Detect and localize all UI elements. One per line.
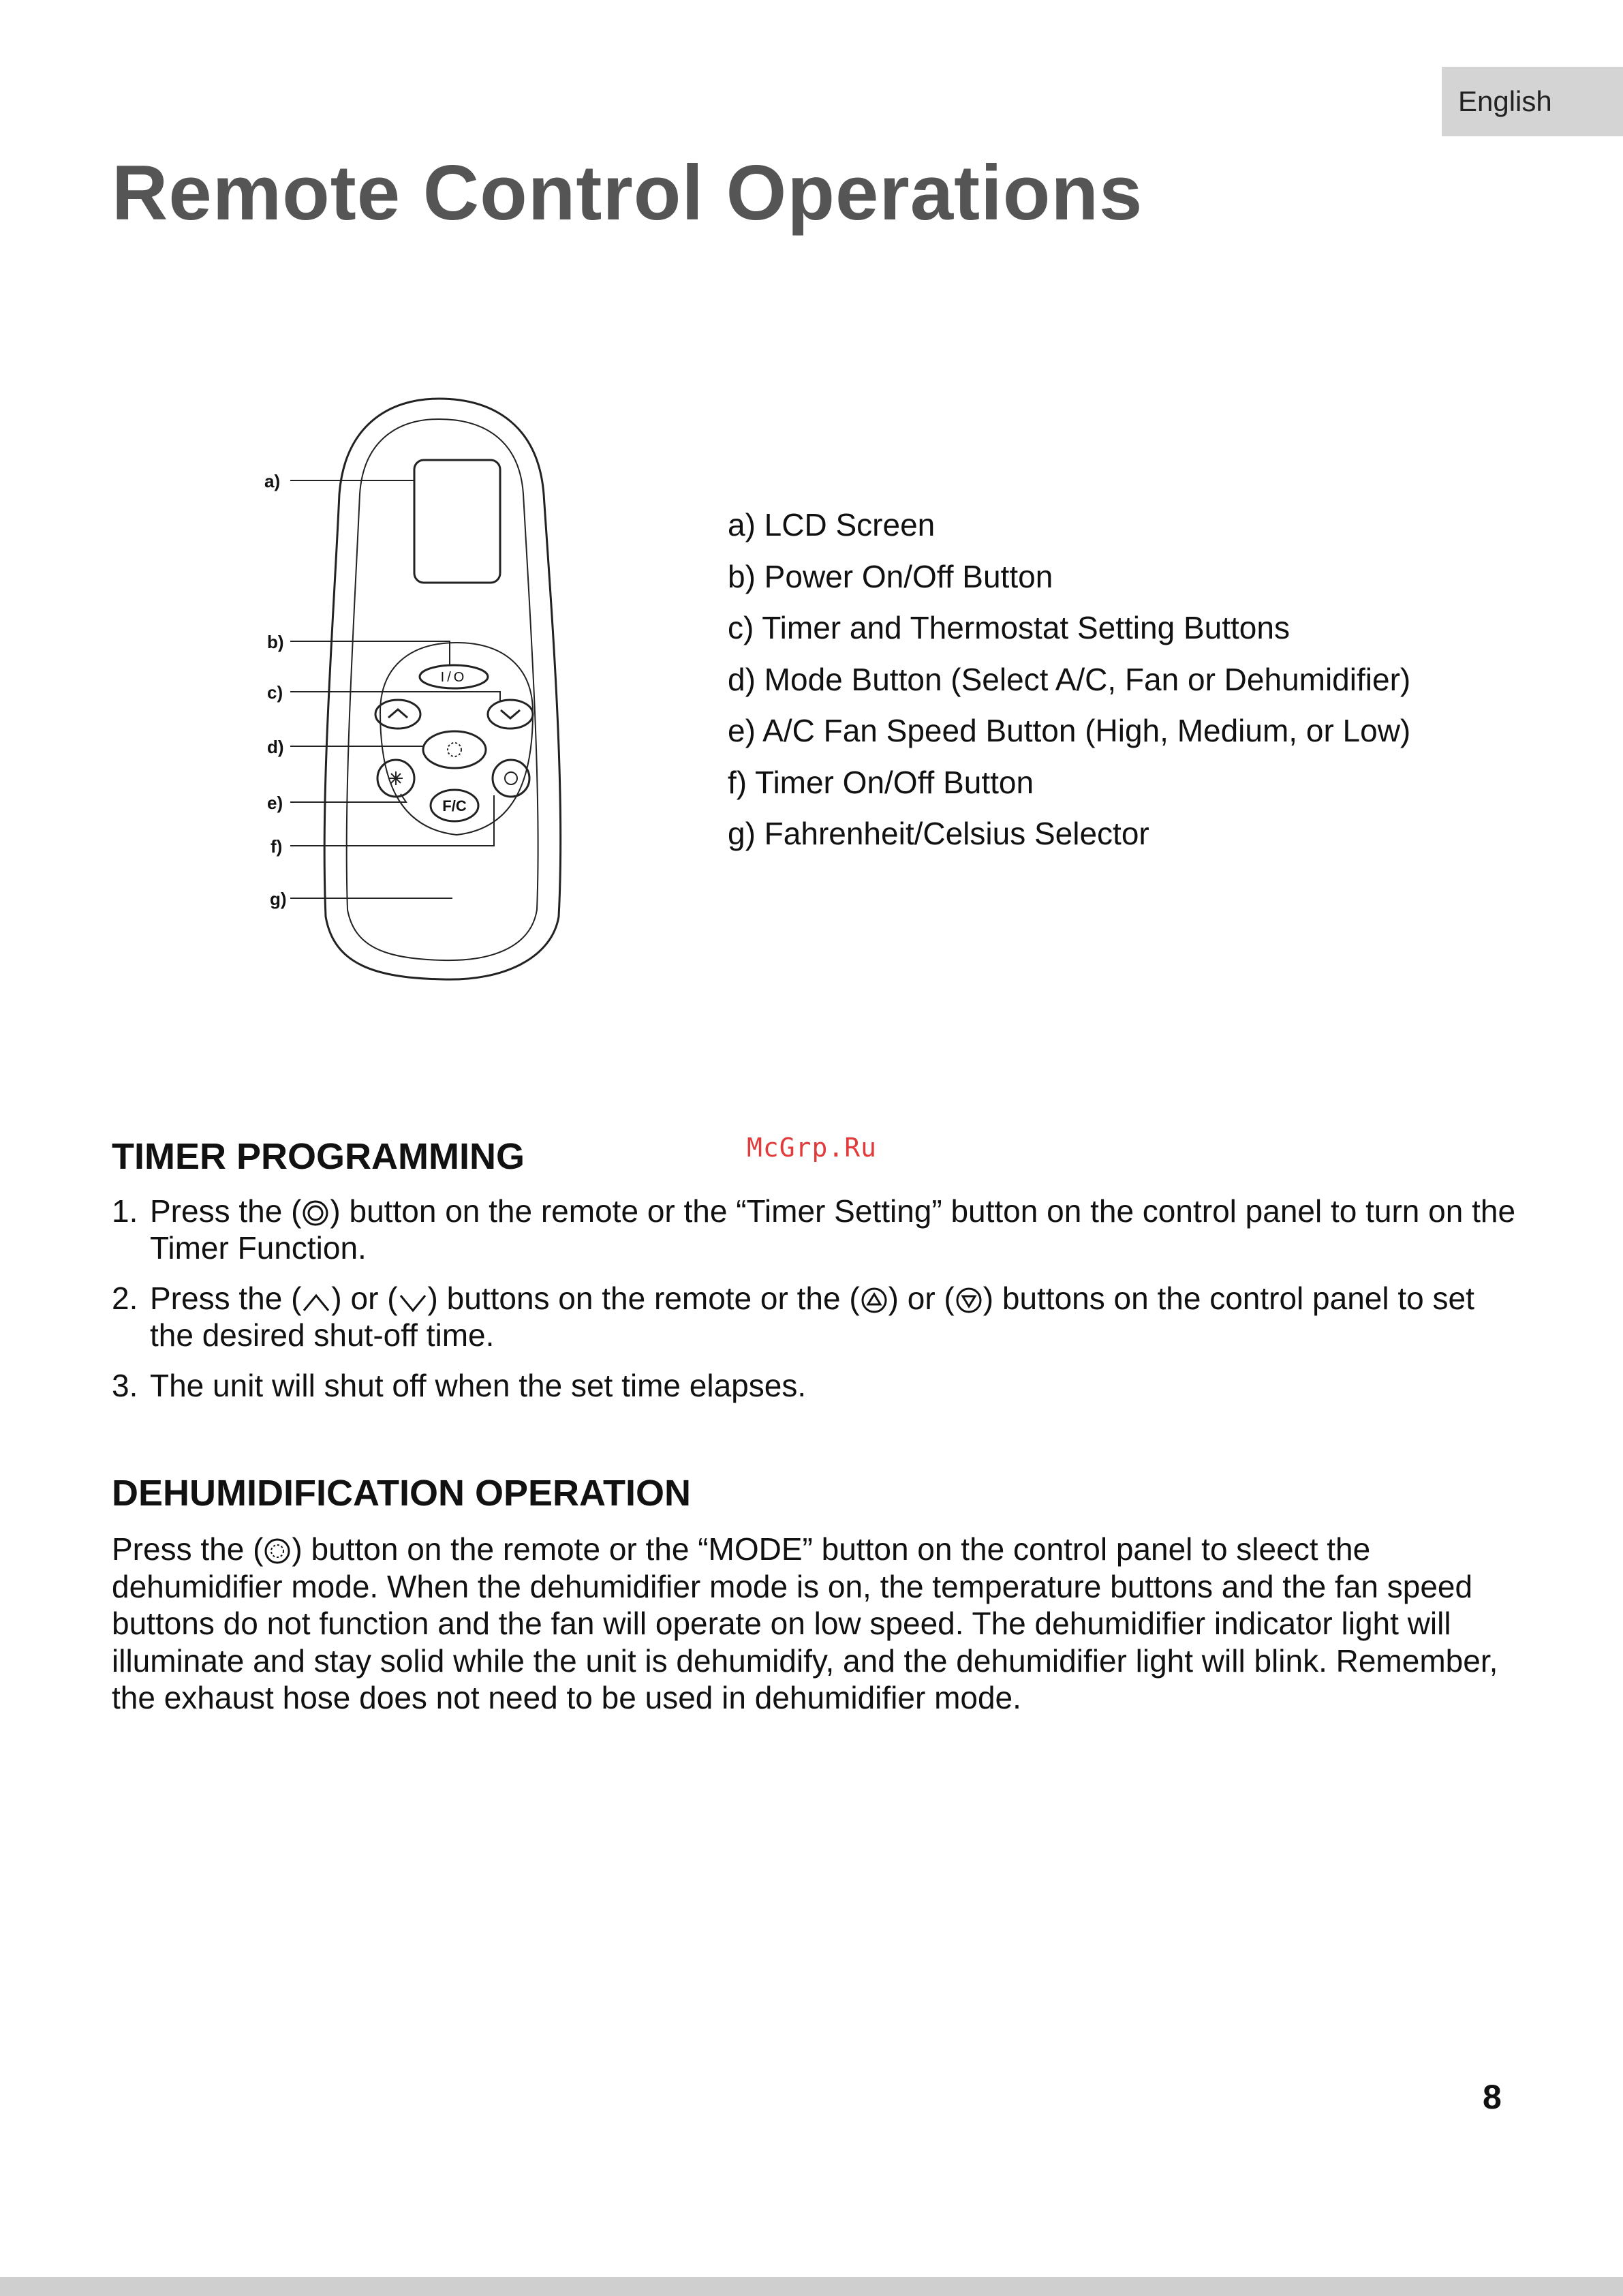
timer-steps — [112, 1193, 1522, 1418]
power-button-label: I/O — [440, 670, 467, 685]
paragraph-text: ) button on the remote or the “MODE” button on the control panel to sleect the dehumidifier mode. When the dehumidifier mode is on, the temperature buttons and the fan speed buttons do not function and the fan will operate on low speed. The dehumidifier indicator light will illuminate and stay solid while the unit is dehumidify, and the dehumidifier light will blink. Remember, the exhaust hose does not need to be used in dehumidifier mode. — [112, 1531, 1498, 1715]
component-legend — [728, 500, 1410, 860]
paragraph-text: Press the ( — [112, 1531, 264, 1567]
step-number: 1. — [112, 1193, 138, 1229]
leader-b — [290, 641, 450, 665]
mode-icon — [263, 1537, 292, 1565]
timer-programming-heading: TIMER PROGRAMMING — [112, 1136, 525, 1177]
up-triangle-circle-icon — [860, 1286, 888, 1315]
callout-g: g) — [270, 889, 287, 909]
callout-f: f) — [270, 836, 283, 857]
remote-control-svg — [252, 392, 579, 985]
step-text: Press the ( — [150, 1193, 302, 1229]
step-text: ) buttons on the control panel to set the desired shut-off time. — [150, 1281, 1474, 1353]
remote-body-inner — [347, 419, 538, 960]
timer-icon — [301, 1199, 330, 1227]
step-number: 2. — [112, 1281, 138, 1316]
up-chevron-icon — [388, 709, 407, 718]
callout-e: e) — [267, 793, 283, 813]
dehumidification-heading: DEHUMIDIFICATION OPERATION — [112, 1473, 691, 1514]
up-chevron-icon — [301, 1290, 331, 1315]
step-text: The unit will shut off when the set time elapses. — [150, 1368, 807, 1403]
dehumidification-paragraph — [112, 1531, 1522, 1717]
step-number: 3. — [112, 1368, 138, 1403]
down-chevron-icon — [501, 710, 520, 718]
legend-item: c) Timer and Thermostat Setting Buttons — [728, 610, 1290, 645]
timer-step-2 — [112, 1280, 1522, 1353]
down-button — [488, 700, 533, 729]
step-text: ) or ( — [888, 1281, 955, 1316]
down-triangle-circle-icon — [955, 1286, 983, 1315]
legend-item: d) Mode Button (Select A/C, Fan or Dehumidifier) — [728, 661, 1411, 697]
step-text: ) buttons on the remote or the ( — [427, 1281, 860, 1316]
remote-control-diagram — [252, 392, 579, 985]
callout-c: c) — [267, 682, 283, 703]
step-text: ) or ( — [331, 1281, 398, 1316]
timer-step-1 — [112, 1193, 1522, 1266]
callout-a: a) — [264, 471, 281, 491]
legend-item: e) A/C Fan Speed Button (High, Medium, or Low) — [728, 713, 1411, 748]
legend-item: b) Power On/Off Button — [728, 558, 1053, 594]
language-tab — [1442, 67, 1623, 136]
mode-icon — [448, 743, 461, 756]
fc-button-label: F/C — [442, 797, 467, 814]
timer-icon — [505, 772, 517, 784]
page-number: 8 — [1483, 2078, 1502, 2116]
legend-item: a) LCD Screen — [728, 507, 936, 542]
callout-d: d) — [267, 737, 284, 757]
mode-button — [423, 731, 486, 768]
remote-body-outer — [324, 399, 561, 979]
lcd-screen — [414, 460, 500, 583]
page-title: Remote Control Operations — [112, 150, 1143, 236]
legend-item: f) Timer On/Off Button — [728, 764, 1034, 800]
step-text: Press the ( — [150, 1281, 302, 1316]
page-bottom-edge — [0, 2277, 1623, 2296]
legend-item: g) Fahrenheit/Celsius Selector — [728, 816, 1149, 851]
timer-step-3 — [112, 1367, 1522, 1404]
down-chevron-icon — [398, 1290, 428, 1315]
step-text: ) button on the remote or the “Timer Setting” button on the control panel to turn on the Timer Function. — [150, 1193, 1516, 1266]
fan-icon — [389, 771, 403, 785]
language-label: English — [1458, 85, 1552, 117]
callout-b: b) — [267, 632, 284, 652]
watermark: McGrp.Ru — [747, 1133, 878, 1163]
up-button — [375, 700, 420, 729]
